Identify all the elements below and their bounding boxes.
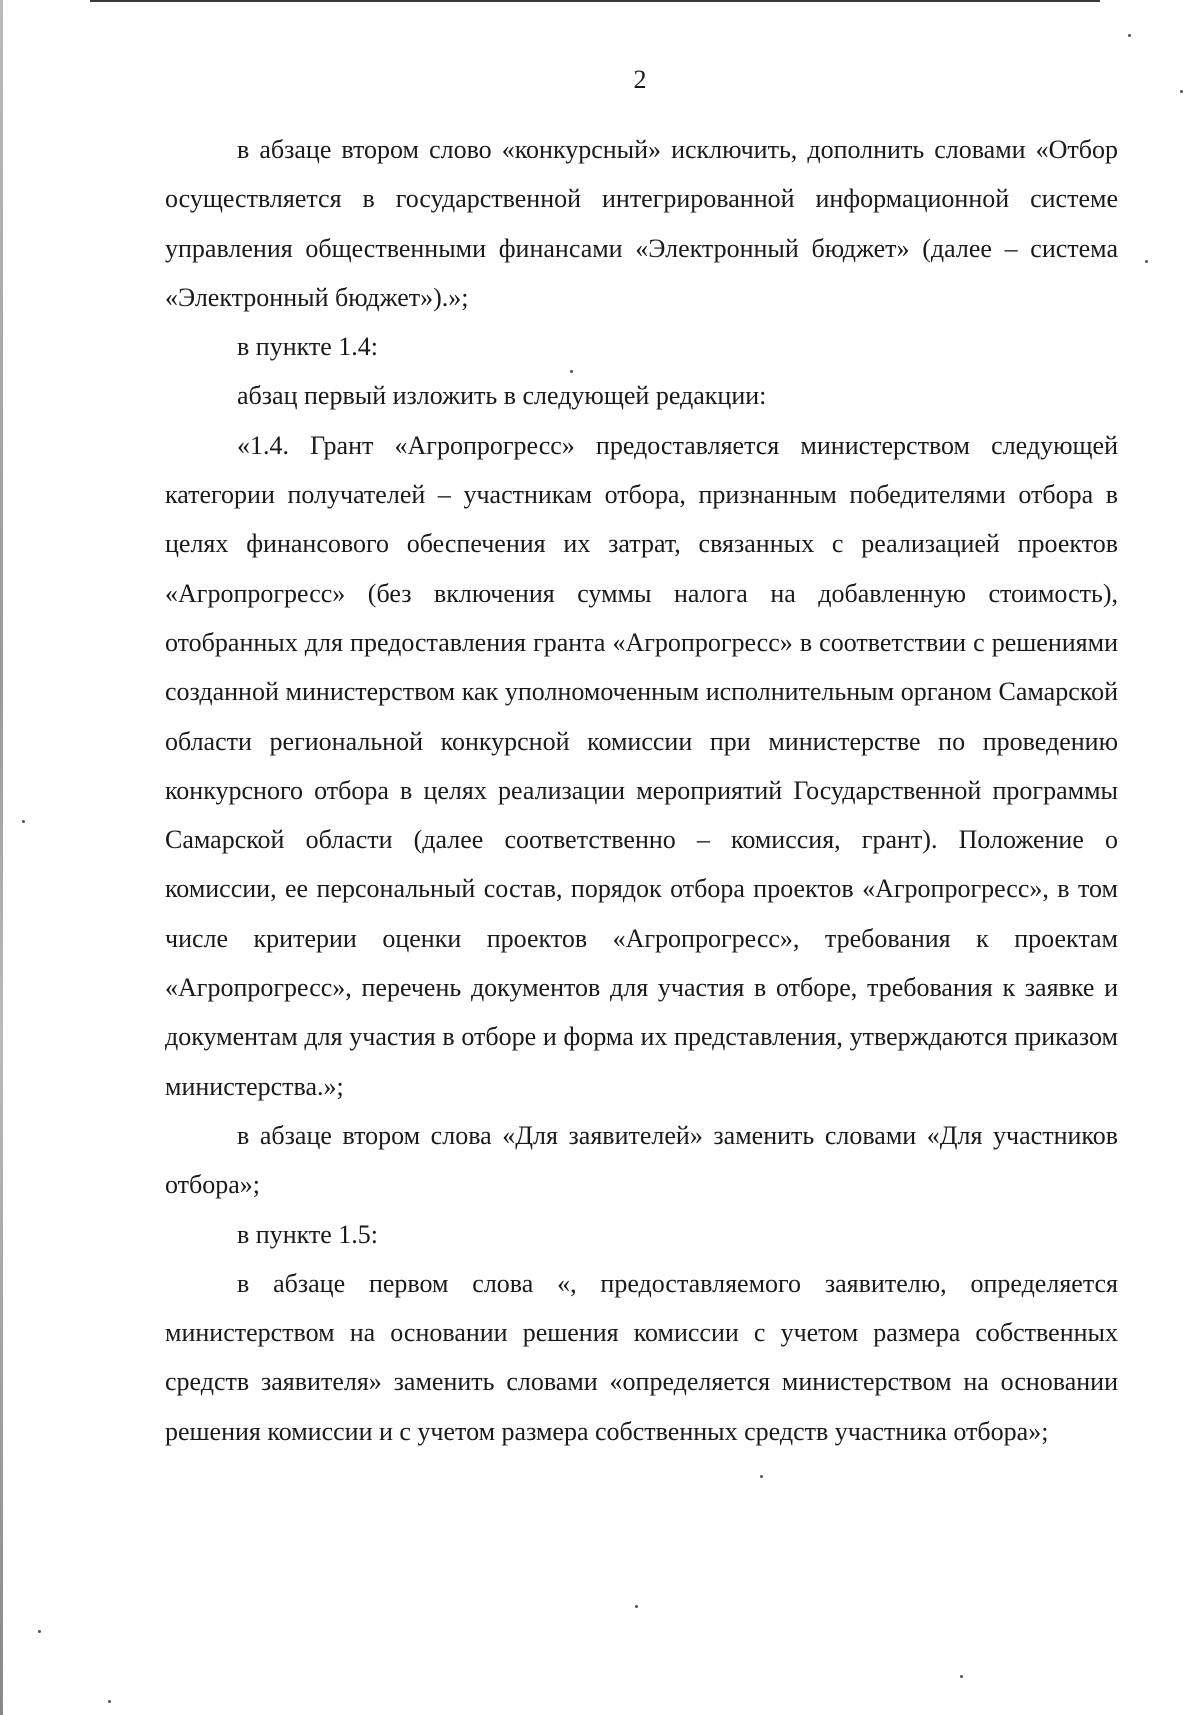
- paragraph-6: в пункте 1.5:: [237, 1219, 379, 1249]
- document-body: [165, 125, 1118, 1456]
- scan-speck: [22, 820, 25, 823]
- scan-speck: [1145, 260, 1148, 263]
- paragraph-3: абзац первый изложить в следующей редакции:: [237, 381, 767, 411]
- scan-speck: [960, 1675, 963, 1678]
- scan-speck: [635, 1605, 638, 1608]
- scan-speck: [1180, 90, 1183, 93]
- paragraph-4: «1.4. Грант «Агропрогресс» предоставляется министерством следующей категории получателей – участникам отбора, признанным победителями отбора в целях финансового обеспечения их затрат, связанных с реализацией проектов «Агропрогресс» (без включения суммы налога на добавленную стоимость), отобранных для предоставления гранта «Агропрогресс» в соответствии с решениями созданной министерством как уполномоченным исполнительным органом Самарской области региональной конкурсной комиссии при министерстве по проведению конкурсного отбора в целях реализации мероприятий Государственной программы Самарской области (далее соответственно – комиссия, грант). Положение о комиссии, ее персональный состав, порядок отбора проектов «Агропрогресс», в том числе критерии оценки проектов «Агропрогресс», требования к проектам «Агропрогресс», перечень документов для участия в отборе, требования к заявке и документам для участия в отборе и форма их представления, утверждаются приказом министерства.»;: [165, 430, 1118, 1101]
- scan-speck: [760, 1475, 763, 1478]
- scan-speck: [1128, 34, 1131, 37]
- page-number: 2: [633, 65, 647, 94]
- paragraph-7: в абзаце первом слова «, предоставляемого заявителю, определяется министерством на основании решения комиссии с учетом размера собственных средств заявителя» заменить словами «определяется министерством на основании решения комиссии и с учетом размера собственных средств участника отбора»;: [165, 1268, 1118, 1446]
- scan-speck: [108, 1700, 111, 1703]
- paragraph-5: в абзаце втором слова «Для заявителей» заменить словами «Для участников отбора»;: [165, 1120, 1118, 1200]
- top-border-line: [90, 0, 1100, 2]
- scan-speck: [570, 370, 573, 373]
- paragraph-2: в пункте 1.4:: [237, 332, 379, 362]
- left-scan-edge: [0, 0, 3, 1715]
- paragraph-1: в абзаце втором слово «конкурсный» исключить, дополнить словами «Отбор осуществляется в государственной интегрированной информационной системе управления общественными финансами «Электронный бюджет» (далее – система «Электронный бюджет»).»;: [165, 135, 1118, 312]
- scan-speck: [38, 1630, 41, 1633]
